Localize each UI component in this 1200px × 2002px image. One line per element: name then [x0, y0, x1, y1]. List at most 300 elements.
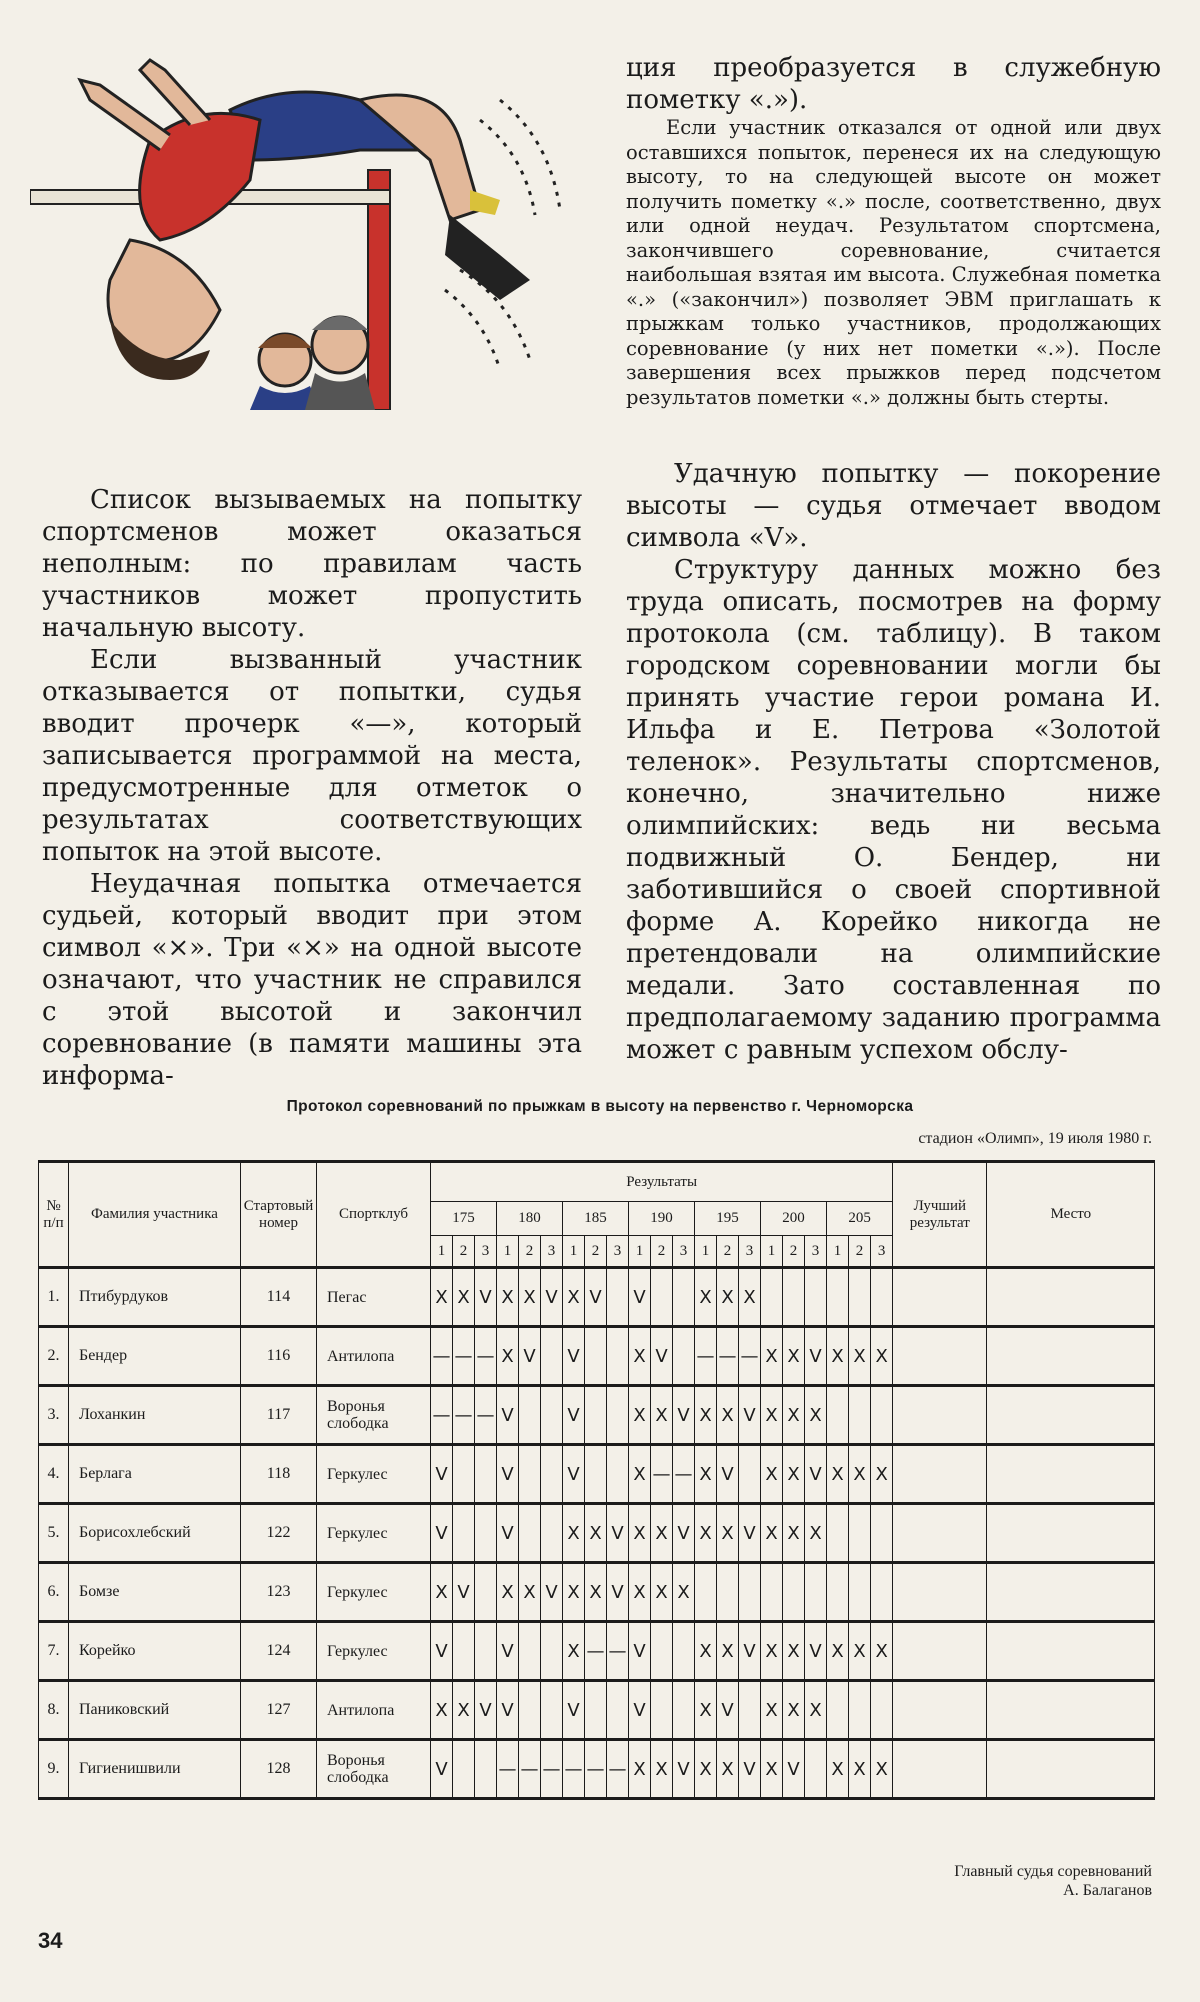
attempt-mark	[805, 1740, 827, 1799]
attempt-mark: V	[453, 1563, 475, 1622]
attempt-mark	[761, 1563, 783, 1622]
athlete-name: Бомзе	[69, 1563, 241, 1622]
attempt-mark	[475, 1740, 497, 1799]
attempt-mark	[805, 1563, 827, 1622]
attempt-mark: V	[497, 1386, 519, 1445]
start-number: 114	[241, 1268, 317, 1327]
table-row	[39, 1504, 1155, 1563]
attempt-mark	[739, 1563, 761, 1622]
row-number: 7.	[39, 1622, 69, 1681]
height-header: 195	[695, 1202, 761, 1236]
attempt-mark: X	[629, 1386, 651, 1445]
attempt-mark	[585, 1445, 607, 1504]
attempt-mark: X	[761, 1740, 783, 1799]
place	[987, 1504, 1155, 1563]
attempt-mark: —	[475, 1386, 497, 1445]
attempt-mark: X	[695, 1445, 717, 1504]
attempt-mark: X	[761, 1681, 783, 1740]
athlete-name: Корейко	[69, 1622, 241, 1681]
attempt-mark: V	[563, 1386, 585, 1445]
attempt-mark	[541, 1681, 563, 1740]
attempt-mark: V	[629, 1681, 651, 1740]
attempt-mark	[827, 1504, 849, 1563]
attempt-mark: X	[431, 1563, 453, 1622]
attempt-mark	[541, 1386, 563, 1445]
attempt-mark	[739, 1681, 761, 1740]
table-row	[39, 1327, 1155, 1386]
attempt-mark: —	[563, 1740, 585, 1799]
attempt-mark: X	[849, 1445, 871, 1504]
attempt-mark: V	[431, 1622, 453, 1681]
attempt-mark	[673, 1622, 695, 1681]
judge-signature	[954, 1862, 1152, 1900]
attempt-mark: X	[827, 1622, 849, 1681]
athlete-name: Гигиенишвили	[69, 1740, 241, 1799]
attempt-mark	[541, 1327, 563, 1386]
row-number: 1.	[39, 1268, 69, 1327]
attempt-mark: X	[717, 1740, 739, 1799]
attempt-mark: —	[475, 1327, 497, 1386]
attempt-mark: —	[453, 1327, 475, 1386]
attempt-mark	[475, 1563, 497, 1622]
attempt-mark: X	[717, 1622, 739, 1681]
best-result	[893, 1268, 987, 1327]
attempt-mark: X	[695, 1386, 717, 1445]
attempt-header: 3	[541, 1236, 563, 1268]
attempt-mark: X	[497, 1327, 519, 1386]
attempt-mark: V	[541, 1268, 563, 1327]
table-subtitle: стадион «Олимп», 19 июля 1980 г.	[918, 1130, 1152, 1147]
attempt-mark: —	[519, 1740, 541, 1799]
paragraph-success: Удачную попытку — покорение высоты — судья отмечает вводом символа «V».	[626, 459, 1161, 553]
attempt-mark: X	[519, 1563, 541, 1622]
club-name: Воронья слободка	[317, 1386, 431, 1445]
attempt-mark: —	[717, 1327, 739, 1386]
header-best: Лучший результат	[893, 1162, 987, 1268]
table-row	[39, 1681, 1155, 1740]
attempt-mark: X	[651, 1740, 673, 1799]
club-name: Геркулес	[317, 1622, 431, 1681]
attempt-mark: V	[431, 1504, 453, 1563]
paragraph-structure: Структуру данных можно без труда описать, посмотрев на форму протокола (см. таблицу). В таком городском соревновании могли бы принять участие герои романа И. Ильфа и Е. Петрова «Золотой теленок». Результаты спортсменов, конечно, значительно ниже олимпийских: ведь ни весьма подвижный О. Бендер, ни заботившийся о своей спортивной форме А. Корейко никогда не претендовали на олимпийские медали. Зато составленная по предполагаемому заданию программа может с равным успехом обслу-	[626, 555, 1161, 1065]
table-row	[39, 1268, 1155, 1327]
attempt-mark: —	[695, 1327, 717, 1386]
attempt-mark: V	[805, 1327, 827, 1386]
attempt-mark	[871, 1268, 893, 1327]
attempt-mark: V	[717, 1681, 739, 1740]
attempt-mark	[541, 1504, 563, 1563]
attempt-mark: X	[827, 1327, 849, 1386]
best-result	[893, 1740, 987, 1799]
start-number: 118	[241, 1445, 317, 1504]
attempt-mark	[541, 1622, 563, 1681]
row-number: 3.	[39, 1386, 69, 1445]
row-number: 8.	[39, 1681, 69, 1740]
attempt-mark: V	[651, 1327, 673, 1386]
attempt-mark: X	[717, 1504, 739, 1563]
place	[987, 1622, 1155, 1681]
attempt-mark	[453, 1445, 475, 1504]
attempt-mark	[849, 1268, 871, 1327]
attempt-mark: V	[563, 1445, 585, 1504]
club-name: Геркулес	[317, 1504, 431, 1563]
table-row	[39, 1740, 1155, 1799]
results-table	[38, 1160, 1155, 1800]
attempt-mark: V	[563, 1327, 585, 1386]
attempt-mark: X	[827, 1445, 849, 1504]
header-num: № п/п	[39, 1162, 69, 1268]
attempt-mark	[585, 1681, 607, 1740]
high-jump-illustration	[30, 40, 590, 410]
attempt-mark: X	[783, 1327, 805, 1386]
attempt-mark: V	[431, 1445, 453, 1504]
attempt-mark: V	[783, 1740, 805, 1799]
attempt-header: 1	[761, 1236, 783, 1268]
attempt-header: 3	[607, 1236, 629, 1268]
table-row	[39, 1563, 1155, 1622]
attempt-mark	[717, 1563, 739, 1622]
attempt-mark: X	[519, 1268, 541, 1327]
attempt-mark: X	[695, 1504, 717, 1563]
attempt-mark: X	[849, 1327, 871, 1386]
attempt-mark	[453, 1504, 475, 1563]
attempt-mark	[871, 1504, 893, 1563]
attempt-mark: X	[497, 1563, 519, 1622]
attempt-mark: X	[695, 1740, 717, 1799]
height-header: 200	[761, 1202, 827, 1236]
attempt-mark	[673, 1268, 695, 1327]
start-number: 123	[241, 1563, 317, 1622]
height-header: 205	[827, 1202, 893, 1236]
attempt-mark: X	[783, 1504, 805, 1563]
attempt-mark: V	[497, 1504, 519, 1563]
attempt-header: 3	[871, 1236, 893, 1268]
athlete-name: Берлага	[69, 1445, 241, 1504]
attempt-header: 2	[783, 1236, 805, 1268]
table-body	[39, 1268, 1155, 1799]
attempt-mark	[475, 1445, 497, 1504]
height-header: 180	[497, 1202, 563, 1236]
attempt-header: 2	[651, 1236, 673, 1268]
attempt-mark: V	[805, 1622, 827, 1681]
attempt-mark	[585, 1327, 607, 1386]
attempt-mark	[849, 1504, 871, 1563]
attempt-mark	[673, 1681, 695, 1740]
athlete-name: Паниковский	[69, 1681, 241, 1740]
attempt-mark	[761, 1268, 783, 1327]
attempt-mark: —	[431, 1327, 453, 1386]
attempt-mark: V	[607, 1563, 629, 1622]
attempt-mark: X	[453, 1681, 475, 1740]
attempt-mark: X	[651, 1386, 673, 1445]
attempt-mark: X	[761, 1327, 783, 1386]
place	[987, 1445, 1155, 1504]
attempt-mark: X	[695, 1681, 717, 1740]
judge-name: А. Балаганов	[1063, 1882, 1152, 1899]
attempt-mark: V	[739, 1504, 761, 1563]
attempt-mark	[519, 1445, 541, 1504]
place	[987, 1563, 1155, 1622]
table-row	[39, 1386, 1155, 1445]
row-number: 4.	[39, 1445, 69, 1504]
attempt-mark	[871, 1681, 893, 1740]
attempt-mark: X	[761, 1504, 783, 1563]
header-club: Спортклуб	[317, 1162, 431, 1268]
attempt-mark	[607, 1445, 629, 1504]
attempt-mark: X	[629, 1563, 651, 1622]
start-number: 122	[241, 1504, 317, 1563]
club-name: Пегас	[317, 1268, 431, 1327]
header-start: Стартовый номер	[241, 1162, 317, 1268]
attempt-mark: X	[431, 1681, 453, 1740]
attempt-mark: V	[497, 1681, 519, 1740]
attempt-mark: X	[783, 1681, 805, 1740]
attempt-mark: X	[585, 1563, 607, 1622]
attempt-mark: V	[497, 1445, 519, 1504]
attempt-mark: —	[541, 1740, 563, 1799]
attempt-header: 2	[519, 1236, 541, 1268]
attempt-mark	[475, 1504, 497, 1563]
attempt-mark	[519, 1386, 541, 1445]
attempt-mark: X	[563, 1268, 585, 1327]
attempt-mark	[673, 1327, 695, 1386]
athlete-name: Птибурдуков	[69, 1268, 241, 1327]
attempt-mark: X	[563, 1622, 585, 1681]
attempt-mark: V	[607, 1504, 629, 1563]
attempt-mark: —	[607, 1622, 629, 1681]
attempt-mark	[607, 1681, 629, 1740]
paragraph-small-note: Если участник отказался от одной или двух оставшихся попыток, перенеся их на следующую высоту, то на следующей высоте он может получить пометку «.» после, соответственно, двух или одной неудач. Результатом спортсмена, закончившего соревнование, считается наибольшая взятая им высота. Служебная пометка «.» («закончил») позволяет ЭВМ приглашать к прыжкам только участников, продолжающих соревнование (у них нет пометки «.»). После завершения всех прыжков перед подсчетом результатов пометки «.» должны быть стерты.	[626, 116, 1161, 409]
athlete-name: Лоханкин	[69, 1386, 241, 1445]
attempt-mark: V	[805, 1445, 827, 1504]
attempt-mark: X	[585, 1504, 607, 1563]
height-header: 175	[431, 1202, 497, 1236]
attempt-mark	[519, 1681, 541, 1740]
row-number: 9.	[39, 1740, 69, 1799]
attempt-mark: —	[739, 1327, 761, 1386]
header-name: Фамилия участника	[69, 1162, 241, 1268]
attempt-mark: V	[431, 1740, 453, 1799]
best-result	[893, 1504, 987, 1563]
attempt-mark: X	[717, 1386, 739, 1445]
attempt-mark	[453, 1740, 475, 1799]
attempt-mark: X	[629, 1445, 651, 1504]
attempt-mark	[805, 1268, 827, 1327]
attempt-mark: X	[849, 1622, 871, 1681]
height-header: 190	[629, 1202, 695, 1236]
paragraph-1: Список вызываемых на попытку спортсменов может оказаться неполным: по правилам часть участников может пропустить начальную высоту.	[42, 485, 582, 643]
attempt-mark: V	[475, 1268, 497, 1327]
attempt-mark: X	[761, 1622, 783, 1681]
height-header: 185	[563, 1202, 629, 1236]
athlete-name: Бендер	[69, 1327, 241, 1386]
attempt-header: 2	[585, 1236, 607, 1268]
attempt-mark: —	[585, 1740, 607, 1799]
attempt-mark	[519, 1504, 541, 1563]
attempt-mark: X	[453, 1268, 475, 1327]
attempt-mark: —	[431, 1386, 453, 1445]
best-result	[893, 1563, 987, 1622]
start-number: 117	[241, 1386, 317, 1445]
attempt-mark: V	[497, 1622, 519, 1681]
right-column-bottom	[626, 458, 1161, 1066]
attempt-header: 1	[431, 1236, 453, 1268]
attempt-mark: V	[629, 1622, 651, 1681]
attempt-mark	[827, 1563, 849, 1622]
attempt-mark: X	[783, 1445, 805, 1504]
attempt-mark	[871, 1563, 893, 1622]
attempt-mark	[607, 1386, 629, 1445]
attempt-mark: X	[497, 1268, 519, 1327]
attempt-mark	[739, 1445, 761, 1504]
attempt-mark	[585, 1386, 607, 1445]
attempt-mark: V	[673, 1740, 695, 1799]
attempt-mark: X	[871, 1445, 893, 1504]
header-place: Место	[987, 1162, 1155, 1268]
attempt-mark: X	[739, 1268, 761, 1327]
attempt-mark: V	[519, 1327, 541, 1386]
attempt-mark: X	[695, 1268, 717, 1327]
start-number: 127	[241, 1681, 317, 1740]
attempt-header: 3	[673, 1236, 695, 1268]
attempt-header: 1	[563, 1236, 585, 1268]
attempt-mark: X	[871, 1740, 893, 1799]
attempt-mark	[783, 1563, 805, 1622]
attempt-header: 1	[497, 1236, 519, 1268]
judge-title: Главный судья соревнований	[954, 1863, 1152, 1880]
attempt-mark	[607, 1327, 629, 1386]
header-results: Результаты	[431, 1162, 893, 1202]
attempt-mark: X	[651, 1563, 673, 1622]
attempt-mark: X	[805, 1504, 827, 1563]
attempt-mark: V	[563, 1681, 585, 1740]
attempt-mark: V	[673, 1504, 695, 1563]
athlete-name: Борисохлебский	[69, 1504, 241, 1563]
attempt-mark: X	[761, 1445, 783, 1504]
attempt-mark	[695, 1563, 717, 1622]
club-name: Антилопа	[317, 1681, 431, 1740]
attempt-mark: X	[805, 1681, 827, 1740]
attempt-mark	[651, 1268, 673, 1327]
attempt-mark: X	[849, 1740, 871, 1799]
attempt-mark: V	[585, 1268, 607, 1327]
attempt-mark: —	[673, 1445, 695, 1504]
attempt-mark: X	[673, 1563, 695, 1622]
row-number: 6.	[39, 1563, 69, 1622]
attempt-mark: X	[761, 1386, 783, 1445]
attempt-mark: —	[651, 1445, 673, 1504]
attempt-header: 2	[717, 1236, 739, 1268]
best-result	[893, 1445, 987, 1504]
attempt-mark	[651, 1622, 673, 1681]
table-row	[39, 1622, 1155, 1681]
attempt-header: 1	[827, 1236, 849, 1268]
attempt-mark: V	[739, 1622, 761, 1681]
right-column-top	[626, 52, 1161, 410]
row-number: 5.	[39, 1504, 69, 1563]
start-number: 116	[241, 1327, 317, 1386]
attempt-mark	[475, 1622, 497, 1681]
place	[987, 1740, 1155, 1799]
attempt-mark: V	[739, 1740, 761, 1799]
attempt-mark: X	[629, 1327, 651, 1386]
attempt-mark	[849, 1563, 871, 1622]
attempt-mark: X	[563, 1504, 585, 1563]
attempt-mark	[827, 1681, 849, 1740]
attempt-mark: —	[585, 1622, 607, 1681]
club-name: Геркулес	[317, 1563, 431, 1622]
club-name: Воронья слободка	[317, 1740, 431, 1799]
attempt-mark: V	[475, 1681, 497, 1740]
attempt-header: 1	[629, 1236, 651, 1268]
attempt-header: 3	[475, 1236, 497, 1268]
attempt-mark: X	[629, 1740, 651, 1799]
best-result	[893, 1386, 987, 1445]
attempt-mark: V	[739, 1386, 761, 1445]
attempt-mark	[651, 1681, 673, 1740]
attempt-mark	[541, 1445, 563, 1504]
attempt-header: 3	[739, 1236, 761, 1268]
place	[987, 1327, 1155, 1386]
attempt-mark: V	[717, 1445, 739, 1504]
attempt-mark	[849, 1681, 871, 1740]
page-number: 34	[38, 1928, 63, 1953]
attempt-mark: X	[805, 1386, 827, 1445]
attempt-mark	[607, 1268, 629, 1327]
place	[987, 1681, 1155, 1740]
attempt-header: 1	[695, 1236, 717, 1268]
left-column	[42, 484, 582, 1092]
attempt-header: 2	[453, 1236, 475, 1268]
club-name: Антилопа	[317, 1327, 431, 1386]
attempt-mark: —	[453, 1386, 475, 1445]
table-row	[39, 1445, 1155, 1504]
table-title: Протокол соревнований по прыжкам в высоту на первенство г. Черноморска	[286, 1098, 914, 1115]
attempt-header: 3	[805, 1236, 827, 1268]
attempt-mark: X	[871, 1327, 893, 1386]
attempt-mark	[827, 1268, 849, 1327]
start-number: 128	[241, 1740, 317, 1799]
attempt-mark: X	[695, 1622, 717, 1681]
attempt-mark: X	[717, 1268, 739, 1327]
place	[987, 1268, 1155, 1327]
attempt-mark	[519, 1622, 541, 1681]
paragraph-2: Если вызванный участник отказывается от попытки, судья вводит прочерк «—», который записывается программой на места, предусмотренные для отметок о результатах соответствующих попыток на этой высоте.	[42, 645, 582, 867]
paragraph-3: Неудачная попытка отмечается судьей, который вводит при этом символ «×». Три «×» на одной высоте означают, что участник не справился с этой высотой и закончил соревнование (в памяти машины эта информа-	[42, 869, 582, 1091]
attempt-mark: V	[673, 1386, 695, 1445]
attempt-header: 2	[849, 1236, 871, 1268]
attempt-mark: X	[871, 1622, 893, 1681]
club-name: Геркулес	[317, 1445, 431, 1504]
attempt-mark: —	[607, 1740, 629, 1799]
paragraph-continuation: ция преобразуется в служебную пометку «.»).	[626, 53, 1161, 115]
attempt-mark	[453, 1622, 475, 1681]
attempt-mark	[849, 1386, 871, 1445]
attempt-mark: X	[827, 1740, 849, 1799]
attempt-mark	[871, 1386, 893, 1445]
attempt-mark: X	[431, 1268, 453, 1327]
attempt-mark: V	[541, 1563, 563, 1622]
attempt-mark: X	[783, 1386, 805, 1445]
attempt-mark: X	[651, 1504, 673, 1563]
start-number: 124	[241, 1622, 317, 1681]
best-result	[893, 1327, 987, 1386]
attempt-mark	[827, 1386, 849, 1445]
attempt-mark: V	[629, 1268, 651, 1327]
attempt-mark: —	[497, 1740, 519, 1799]
attempt-mark	[783, 1268, 805, 1327]
best-result	[893, 1681, 987, 1740]
